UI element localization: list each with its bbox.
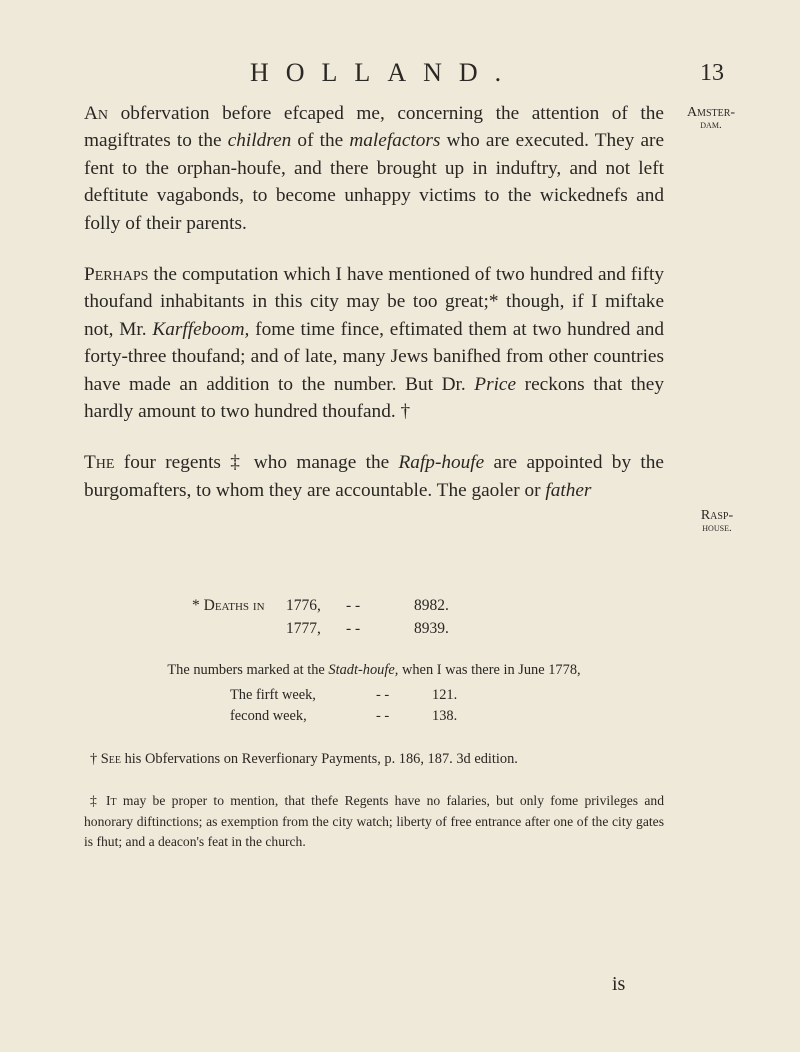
deaths-count: 8982.: [414, 597, 449, 614]
footnote-regents: [84, 791, 664, 853]
deaths-year: 1776,: [286, 597, 321, 614]
page-number: 13: [700, 60, 724, 86]
paragraph-lead: The: [84, 452, 115, 474]
week-count: 138.: [432, 707, 458, 724]
week-label: fecond week,: [230, 707, 307, 724]
footnote-lead: † See: [90, 750, 122, 767]
paragraph-regents: [84, 449, 664, 504]
deaths-year: 1777,: [286, 620, 321, 637]
marginal-note-amsterdam: [680, 106, 742, 132]
text-run: may be proper to mention, that thefe Regents have no falaries, but only fome privileges and honorary diftinctions; as exemption from the city watch; liberty of free entrance after one of the city gates is fhut; and a deacon's feat in the church.: [84, 793, 664, 849]
footnotes: [84, 596, 664, 853]
italic-run: Rafp-houfe: [398, 452, 485, 474]
week-dashes: - -: [376, 707, 390, 724]
body-text: [84, 100, 664, 504]
italic-run: Price: [474, 373, 517, 395]
stadt-house-row: [84, 685, 664, 706]
italic-run: Stadt-houfe,: [328, 662, 399, 678]
week-count: 121.: [432, 686, 458, 703]
text-run: his Obfervations on Reverfionary Payments, p. 186, 187. 3d edition.: [121, 750, 518, 767]
deaths-count: 8939.: [414, 620, 449, 637]
italic-run: children: [227, 130, 292, 152]
week-label: The firft week,: [230, 686, 316, 703]
week-dashes: - -: [376, 686, 390, 703]
paragraph-orphans: [84, 100, 664, 237]
text-run: who are executed. They are fent to the orphan-houfe, and there brought up in induftry, and not left deftitute vagabonds, to become unhappy victims to the wickednefs and folly of their parents.: [84, 130, 665, 234]
marginal-note-line: house.: [702, 522, 732, 534]
paragraph-population: [84, 261, 664, 425]
running-title: HOLLAND.: [250, 58, 519, 87]
text-run: reckons that they hardly amount to two hundred thoufand. †: [84, 373, 664, 423]
marginal-note-line: Amster-: [686, 105, 736, 120]
text-run: the computation which I have mentioned of two hundred and fifty thoufand inhabitants in this city may be too great;* though, if I miftake not, Mr.: [84, 264, 664, 340]
text-run: obfervation before efcaped me, concerning the attention of the magiftrates to the: [84, 103, 664, 152]
text-run: are appointed by the burgomafters, to whom they are accountable. The gaoler or: [84, 452, 664, 501]
marginal-note-line: dam.: [700, 119, 722, 131]
stadt-house-row: [84, 706, 664, 727]
deaths-dashes: - -: [346, 620, 361, 637]
italic-run: Karffeboom,: [152, 318, 250, 340]
footnote-stadt-house: [84, 660, 664, 681]
catchword: is: [612, 973, 626, 995]
marginal-note-line: Rasp-: [700, 508, 734, 523]
text-run: four regents ‡ who manage the: [114, 452, 399, 474]
italic-run: malefactors: [349, 130, 441, 152]
italic-run: father: [545, 479, 592, 501]
text-run: fome time fince, eftimated them at two hundred and forty-three thoufand; and of late, many Jews banifhed from other countries have made an addition to the number. But Dr.: [84, 318, 665, 395]
footnote-lead: ‡ It: [90, 793, 117, 808]
paragraph-lead: Perhaps: [84, 264, 149, 286]
text-run: The numbers marked at the: [167, 662, 329, 678]
text-run: of the: [291, 130, 350, 152]
footnote-deaths-label: * Deaths in: [192, 597, 265, 614]
running-head: [0, 58, 800, 98]
deaths-dashes: - -: [346, 597, 361, 614]
marginal-note-rasp-house: [686, 509, 748, 535]
footnote-deaths-row: [84, 619, 664, 642]
footnote-price: [84, 749, 664, 770]
footnote-deaths-row: [84, 596, 664, 619]
paragraph-lead: An: [84, 103, 109, 124]
text-run: when I was there in June 1778,: [398, 662, 581, 678]
